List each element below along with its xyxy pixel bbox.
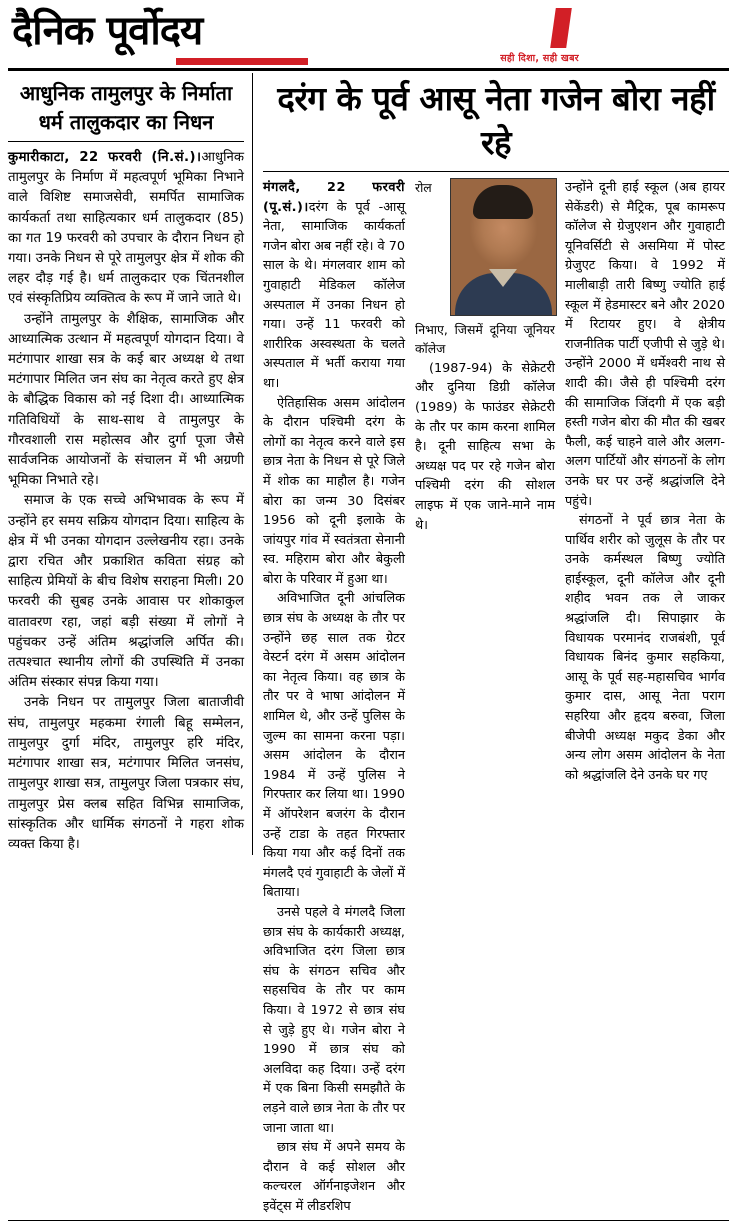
paragraph (263, 178, 405, 394)
main-article-column-2 (413, 178, 563, 535)
paragraph-text: आधुनिक तामुलपुर के निर्माण में महत्वपूर्ण भूमिका निभाने वाले विशिष्ट समाजसेवी, समर्पित सामाजिक कार्यकर्ता तथा साहित्यकार धर्म तालुकदार (85) का गत 19 फरवरी को उपचार के दौरान निधन हो गया। उनके निधन से पूरे तामुलपुर क्षेत्र में शोक की लहर दौड़ गई है। धर्म तालुकदार एक चिंतनशील एवं संस्कृतिप्रिय व्यक्तित्व के रूप में जाने जाते थे। (8, 150, 244, 307)
photo-hair (473, 185, 533, 219)
divider (263, 171, 729, 172)
left-article-body (8, 148, 244, 855)
left-article-dateline: कुमारीकाटा, 22 फरवरी (नि.सं.)। (8, 150, 202, 165)
main-article-column-1 (263, 178, 413, 1216)
page-content (8, 73, 729, 1216)
masthead-title: दैनिक पूर्वोदय (12, 8, 203, 54)
left-article-headline: आधुनिक तामुलपुर के निर्माता धर्म तालुकदार का निधन (19, 81, 233, 134)
divider (8, 141, 244, 142)
paragraph: समाज के एक सच्चे अभिभावक के रूप में उन्होंने हर समय सक्रिय योगदान दिया। साहित्य के क्षेत्र में भी उनका योगदान उल्लेखनीय रहा। उनके द्वारा रचित और प्रकाशित कविता संग्रह को साहित्य प्रेमियों के बीच विशेष सराहना मिली। 20 फरवरी की सुबह उनके आवास पर शोकाकुल वातावरण रहा, जहां बड़ी संख्या में लोगों ने पहुंचकर उन्हें अंतिम श्रद्धांजलि अर्पित की। तत्पश्चात स्थानीय लोगों की उपस्थिति में उनका अंतिम संस्कार संपन्न किया गया। (8, 493, 244, 691)
paragraph: उनके निधन पर तामुलपुर जिला बाताजीवी संघ, तामुलपुर महकमा रंगाली बिहू सम्मेलन, तामुलपुर दुर्गा मंदिर, तामुलपुर हरि मंदिर, मटंगापार शाखा सत्र, मटंगापार मिलित जनसंघ, तामुलपुर शाखा सत्र, तामुलपुर जिला पत्रकार संघ, तामुलपुर प्रेस क्लब सहित विभिन्न सामाजिक, सांस्कृतिक और धार्मिक संगठनों ने गहरा शोक व्यक्त किया है। (8, 695, 244, 852)
paragraph (8, 148, 244, 310)
paragraph: संगठनों ने पूर्व छात्र नेता के पार्थिव शरीर को जुलूस के तौर पर उनके कर्मस्थल बिष्णु ज्योति हाईस्कूल, दूनी कॉलेज और दूनी शहीद भवन तक ले जाकर श्रद्धांजलि दी। सिपाझार के विधायक परमानंद राजबंशी, पूर्व विधायक बिनंद कुमार सहकिया, आसू के पूर्व सह-महासचिव भार्गव कुमार दास, आसू नेता पराग सहरिया और हृदय बरुवा, जिला बीजेपी अध्यक्ष मकुद डेका और अन्य लोग असम आंदोलन के नेता को श्रद्धांजलि देने उनके घर गए (565, 513, 725, 783)
portrait-photo-wrap (450, 178, 555, 316)
paragraph: उन्होंने दूनी हाई स्कूल (अब हायर सेकेंडरी) से मैट्रिक, पूब कामरूप कॉलेज से ग्रेजुएशन और गुवाहाटी यूनिवर्सिटी से असमिया में पोस्ट ग्रेजुएट किया। वे 1992 में मालीबाड़ी तारी बिष्णु ज्योति हाई स्कूल में हेडमास्टर बने और 2020 में रिटायर हुए। वे क्षेत्रीय राजनीतिक पार्टी एजीपी से जुड़े थे। उन्होंने 2000 में धर्मेश्वरी नाथ से शादी की। जैसे ही पश्चिमी दरंग की सामाजिक जिंदगी में एक बड़ी हस्ती गजेन बोरा की मौत की खबर फैली, कई चाहने वाले और अलग-अलग पार्टियों और संगठनों के लोग उनके घर पर उन्हें श्रद्धांजलि देने पहुंचे। (565, 180, 725, 509)
main-article-headline: दरंग के पूर्व आसू नेता गजेन बोरा नहीं रहे (277, 79, 715, 162)
masthead (8, 6, 729, 71)
portrait-photo (450, 178, 557, 316)
paragraph: छात्र संघ में अपने समय के दौरान वे कई सोशल और कल्चरल ऑर्गनाइजेशन और इवेंट्स में लीडरशिप (263, 1140, 405, 1214)
paragraph: रोल निभाए, जिसमें दूनिया जूनियर कॉलेज (415, 180, 555, 357)
left-article (8, 73, 253, 855)
paragraph: अविभाजित दूनी आंचलिक छात्र संघ के अध्यक्ष के तौर पर उन्होंने छह साल तक ग्रेटर वेस्टर्न दरंग में असम आंदोलन का नेतृत्व किया। वह छात्र के तौर पर वे भाषा आंदोलन में शामिल थे, और उन्हें पुलिस के जुल्म का सामना करना पड़ा। असम आंदोलन के दौरान 1984 में उन्हें पुलिस ने गिरफ्तार कर लिया था। 1990 में ऑपरेशन बजरंग के दौरान उन्हें टाडा के तहत गिरफ्तार किया गया और कई दिनों तक मंगलदै एवं गुवाहाटी के जेलों में बिताया। (263, 591, 405, 901)
main-article-dateline: मंगलदै, 22 फरवरी (पू.सं.)। (263, 180, 405, 215)
masthead-red-underline (176, 58, 308, 65)
masthead-tagline: सही दिशा, सही खबर (500, 53, 579, 64)
paragraph: उन्होंने तामुलपुर के शैक्षिक, सामाजिक और आध्यात्मिक उत्थान में महत्वपूर्ण योगदान दिया। वे मटंगापार शाखा सत्र के कई बार अध्यक्ष थे तथा मटंगापार मिलित जन संघ का नेतृत्व करते हुए क्षेत्र के बौद्धिक विकास को नई दिशा दी। आध्यात्मिक गतिविधियों के साथ-साथ वे तामुलपुर के गौरवशाली रास महोत्सव और दुर्गा पूजा जैसे सार्वजनिक आयोजनों के संचालन में भी अग्रणी भूमिका निभाते रहे। (8, 311, 244, 489)
paragraph: ऐतिहासिक असम आंदोलन के दौरान पश्चिमी दरंग के लोगों का नेतृत्व करने वाले इस छात्र नेता के निधन से पूरे जिले में शोक का माहौल है। गजेन बोरा का जन्म 30 दिसंबर 1956 को दूनी इलाके के जांयपुर गांव में स्वतंत्रता सेनानी स्व. महिराम बोरा और बेकुली बोरा के परिवार में हुआ था। (263, 395, 405, 587)
paragraph: (1987-94) के सेक्रेटरी और दुनिया डिग्री कॉलेज (1989) के फाउंडर सेक्रेटरी के तौर पर काम करना शामिल है। दूनी साहित्य सभा के अध्यक्ष पद पर रहे गजेन बोरा पश्चिमी दरंग की सोशल लाइफ में एक जाने-माने नाम थे। (415, 360, 555, 533)
paragraph-text: दरंग के पूर्व -आसू नेता, सामाजिक कार्यकर्ता गजेन बोरा अब नहीं रहे। वे 70 साल के थे। मंगलवार शाम को गुवाहाटी मेडिकल कॉलेज अस्पताल में उनका निधन हो गया। उन्हें 11 फरवरी को शारीरिक अस्वस्थता के चलते अस्पताल में भर्ती कराया गया था। (263, 199, 405, 391)
main-article-columns (263, 178, 729, 1216)
main-article-column-3 (563, 178, 725, 785)
paragraph: उनसे पहले वे मंगलदै जिला छात्र संघ के कार्यकारी अध्यक्ष, अविभाजित दरंग जिला छात्र संघ के संगठन सचिव और सहसचिव के तौर पर काम किया। वे 1972 से छात्र संघ से जुड़े हुए थे। गजेन बोरा ने 1990 में छात्र संघ को अलविदा कह दिया। उन्हें दरंग में एक बिना किसी समझौते के लड़ने वाले छात्र नेता के तौर पर जाना जाता था। (263, 904, 405, 1136)
main-article (253, 73, 729, 1216)
